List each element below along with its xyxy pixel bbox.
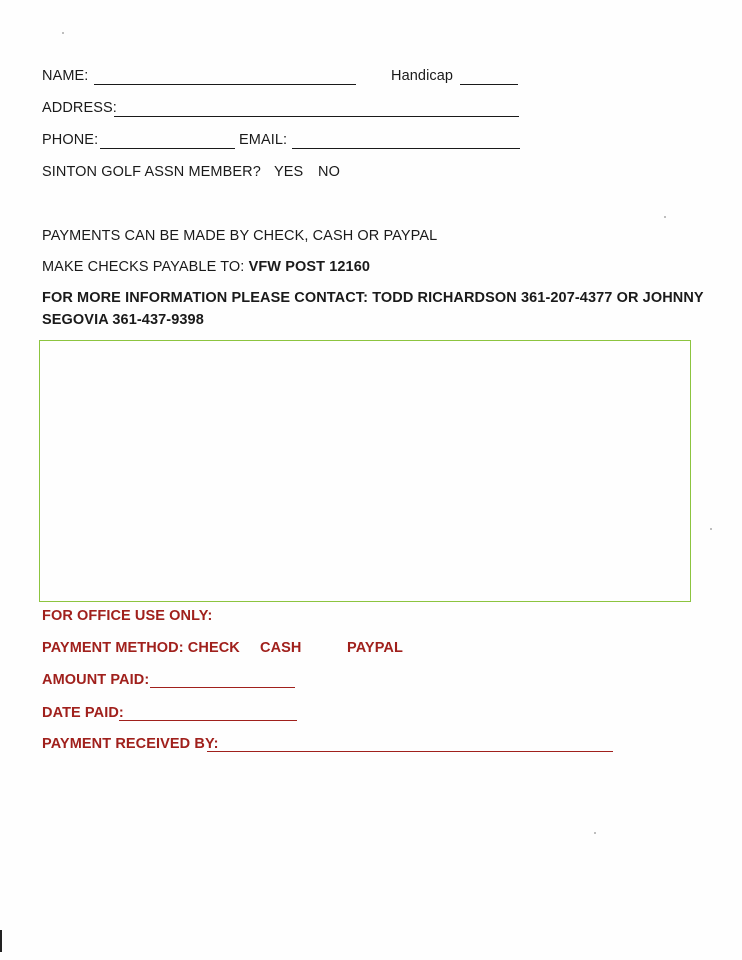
handicap-label: Handicap bbox=[391, 68, 454, 84]
paypal-option[interactable]: PAYPAL bbox=[347, 640, 403, 656]
name-label: NAME: bbox=[42, 68, 89, 84]
scan-speck bbox=[62, 32, 64, 34]
date-paid-field[interactable] bbox=[119, 720, 297, 721]
payable-prefix: MAKE CHECKS PAYABLE TO: bbox=[42, 259, 245, 275]
scan-speck bbox=[710, 528, 712, 530]
member-question: SINTON GOLF ASSN MEMBER? bbox=[42, 164, 261, 180]
phone-label: PHONE: bbox=[42, 132, 99, 148]
scan-speck bbox=[594, 832, 596, 834]
contact-line-2: SEGOVIA 361-437-9398 bbox=[42, 312, 204, 328]
name-field[interactable] bbox=[94, 84, 356, 85]
notes-box bbox=[39, 340, 691, 602]
payable-to: VFW POST 12160 bbox=[248, 259, 371, 275]
email-field[interactable] bbox=[292, 148, 520, 149]
amount-paid-label: AMOUNT PAID: bbox=[42, 672, 150, 688]
date-paid-label: DATE PAID: bbox=[42, 705, 124, 721]
office-use-heading: FOR OFFICE USE ONLY: bbox=[42, 608, 213, 624]
contact-line-1: FOR MORE INFORMATION PLEASE CONTACT: TODD RICHARDSON 361-207-4377 OR JOHNNY bbox=[42, 290, 704, 306]
address-field[interactable] bbox=[114, 116, 519, 117]
phone-field[interactable] bbox=[100, 148, 235, 149]
member-yes-option[interactable]: YES bbox=[274, 164, 304, 180]
cash-option[interactable]: CASH bbox=[260, 640, 302, 656]
payable-line bbox=[42, 259, 370, 275]
scan-edge-mark bbox=[0, 930, 2, 952]
payment-methods-text: PAYMENTS CAN BE MADE BY CHECK, CASH OR PAYPAL bbox=[42, 228, 438, 244]
payment-method-label: PAYMENT METHOD: CHECK bbox=[42, 640, 240, 656]
member-no-option[interactable]: NO bbox=[318, 164, 340, 180]
received-by-label: PAYMENT RECEIVED BY: bbox=[42, 736, 219, 752]
address-label: ADDRESS: bbox=[42, 100, 117, 116]
email-label: EMAIL: bbox=[239, 132, 288, 148]
scan-speck bbox=[664, 216, 666, 218]
received-by-field[interactable] bbox=[207, 751, 613, 752]
amount-paid-field[interactable] bbox=[150, 687, 295, 688]
handicap-field[interactable] bbox=[460, 84, 518, 85]
